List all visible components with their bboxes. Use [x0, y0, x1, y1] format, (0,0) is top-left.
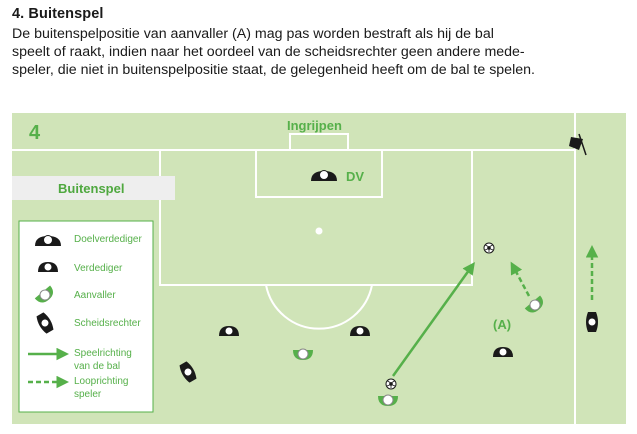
goalkeeper-label: DV — [346, 169, 365, 184]
legend-run-direction-line1: Looprichting — [74, 376, 129, 387]
rule-line-1: De buitenspelpositie van aanvaller (A) mag pas worden bestraft als hij de bal — [12, 26, 494, 42]
legend-ball-direction-line2: van de bal — [74, 361, 121, 372]
rule-line-3: speler, die niet in buitenspelpositie staat, de gelegenheid heeft om de bal te spelen. — [12, 62, 535, 78]
diagram-number: 4 — [29, 122, 41, 144]
penalty-spot — [316, 228, 323, 235]
legend-goalkeeper: Doelverdediger — [74, 234, 142, 245]
attacker-a-label: (A) — [493, 317, 512, 332]
ball-icon — [386, 379, 396, 389]
legend-attacker: Aanvaller — [74, 290, 116, 301]
offside-banner-label: Buitenspel — [58, 181, 125, 196]
rule-line-2: speelt of raakt, indien naar het oordeel van de scheidsrechter geen andere mede- — [12, 44, 525, 60]
legend-defender: Verdediger — [74, 263, 123, 274]
legend-ball-direction-line1: Speelrichting — [74, 348, 132, 359]
legend-run-direction-line2: speler — [74, 389, 102, 400]
section-title: 4. Buitenspel — [12, 6, 104, 22]
verdict-label: Ingrijpen — [287, 118, 342, 133]
legend-referee: Scheidsrechter — [74, 318, 141, 329]
legend — [19, 221, 153, 412]
ball-icon — [484, 243, 494, 253]
referee-icon — [586, 312, 598, 332]
